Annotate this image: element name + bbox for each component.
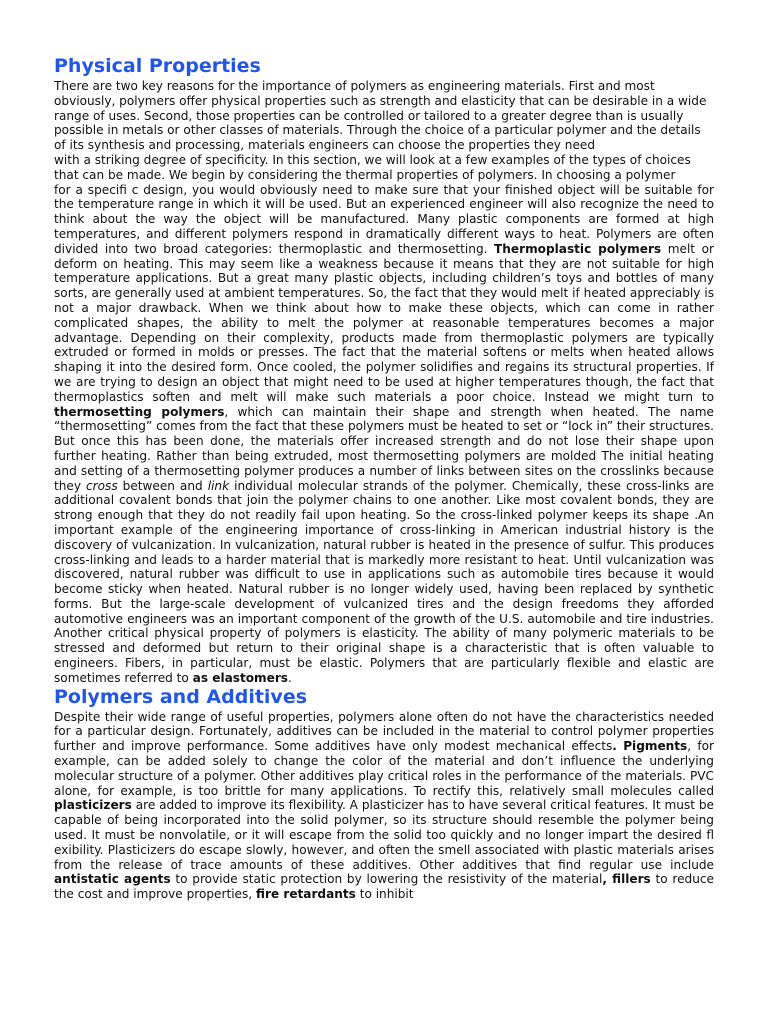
text-run: Despite their wide range of useful properties, polymers alone often do not have the characteristics needed for a particular design. Fortunately, additives can be included in the material to control polymer properties further and improve performance. Some additives have only modest mechanical effects [54, 709, 714, 754]
text-run: . [288, 670, 292, 685]
heading-physical-properties: Physical Properties [54, 55, 261, 77]
text-run: to reduce the cost and improve properties, [54, 872, 714, 902]
text-run: to provide static protection by lowering the resistivity of the material [175, 872, 603, 887]
text-run: , for example, can be added solely to change the color of the material and don’t influence the underlying molecular structure of a polymer. Other additives play critical roles in the performance of the materials. PVC alone, for example, is too brittle for many applications. To rectify this, relatively small molecules called [54, 739, 714, 798]
text-run: individual molecular strands of the polymer. Chemically, these cross-links are additional covalent bonds that join the polymer chains to one another. Like most covalent bonds, they are strong enough that they do not readily fail upon heating. So the cross-linked polymer keeps its shape .An important example of the engineering importance of cross-linking in American industrial history is the discovery of vulcanization. In vulcanization, natural rubber is heated in the presence of sulfur. This produces cross-linking and leads to a harder material that is markedly more resistant to heat. Until vulcanization was discovered, natural rubber was difficult to use in applications such as automobile tires because it would become sticky when heated. Natural rubber is no longer widely used, having been replaced by synthetic forms. But the large-scale development of vulcanized tires and the design freedoms they afforded automotive engineers was an important component of the growth of the U.S. automobile and tire industries. Another critical physical property of polymers is elasticity. The ability of many polymeric materials to be stressed and deformed but return to their original shape is a characteristic that is often valuable to engineers. Fibers, in particular, must be elastic. Polymers that are particularly flexible and elastic are sometimes referred to [54, 478, 714, 685]
term-antistatic: antistatic agents [54, 872, 171, 887]
text-run: , which can maintain their shape and strength when heated. The name “thermosetting” comes from the fact that these polymers must be heated to set or “lock in” their structures. But once this has been done, the materials offer increased strength and do not lose their shape upon further heating. Rather than being extruded, most thermosetting polymers are molded The initial heating and setting of a thermosetting polymer produces a number of links between sites on the crosslinks because they [54, 404, 715, 493]
paragraph-additives [54, 710, 714, 902]
term-pigments: Pigments [623, 739, 688, 754]
italic-cross: cross [86, 478, 118, 493]
text-run: are added to improve its flexibility. A plasticizer has to have several critical features. It must be capable of being incorporated into the solid polymer, so its structure should resemble the polymer being used. It must be nonvolatile, or it will escape from the solid too quickly and no longer impart the desired fl exibility. Plasticizers do escape slowly, however, and often the smell associated with plastic materials arises from the release of trace amounts of these additives. Other additives that find regular use include [54, 798, 714, 872]
intro-text-2: with a striking degree of specificity. In this section, we will look at a few examples of the types of choices that can be made. We begin by considering the thermal properties of polymers. In choosing a polymer [54, 152, 691, 182]
text-run: for a specifi c design, you would obviously need to make sure that your finished object will be suitable for the temperature range in which it will be used. But an experienced engineer will also recognize the need to think about the way the object will be manufactured. Many plastic components are formed at high temperatures, and different polymers respond in dramatically different ways to heat. Polymers are often divided into two broad categories: thermoplastic and thermosetting. [54, 182, 714, 256]
paragraph-intro [54, 79, 714, 183]
text-run: between and [122, 478, 203, 493]
heading-polymers-additives: Polymers and Additives [54, 685, 308, 708]
text-run: to inhibit [359, 887, 414, 902]
paragraph-thermal [54, 183, 714, 686]
term-thermosetting: thermosetting polymers [54, 404, 225, 419]
term-fillers: , fillers [602, 872, 651, 887]
term-elastomers: as elastomers [192, 670, 289, 685]
term-fire-retardants: fire retardants [256, 887, 356, 902]
term-plasticizers: plasticizers [54, 798, 132, 813]
term-thermoplastic: Thermoplastic polymers [494, 241, 662, 256]
text-run: melt or deform on heating. This may seem like a weakness because it means that they are not suitable for high temperature applications. But a great many plastic objects, including children’s toys and bottles of many sorts, are generally used at ambient temperatures. So, the fact that they would melt if heated appreciably is not a major drawback. When we think about how to make these objects, which can come in rather complicated shapes, the ability to melt the polymer at reasonable temperatures becomes a major advantage. Depending on their complexity, products made from thermoplastic polymers are typically extruded or formed in molds or presses. The fact that the material softens or melts when heated allows shaping it into the desired form. Once cooled, the polymer solidifies and regains its structural properties. If we are trying to design an object that might need to be used at higher temperatures though, the fact that thermoplastics soften and melt will make such materials a poor choice. Instead we might turn to [54, 241, 714, 404]
intro-text-1: There are two key reasons for the importance of polymers as engineering materials. First and most obviously, polymers offer physical properties such as strength and elasticity that can be desirable in a wide range of uses. Second, those properties can be controlled or tailored to a greater degree than is usually possible in metals or other classes of materials. Through the choice of a particular polymer and the details of its synthesis and processing, materials engineers can choose the properties they need [54, 79, 707, 153]
document-page [54, 55, 714, 902]
bold-period: . [612, 739, 617, 754]
italic-link: link [207, 478, 230, 493]
